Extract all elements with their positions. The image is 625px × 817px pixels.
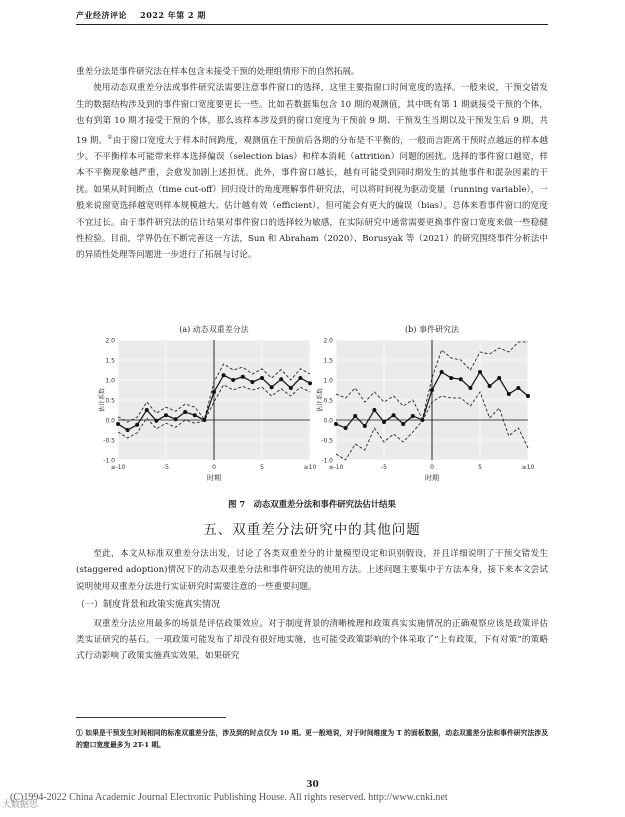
panel-b-x-tick-label: -5 — [381, 464, 387, 471]
panel-b-estimate-point — [401, 422, 405, 426]
panel-b-x-axis-label: 时期 — [425, 474, 439, 482]
panel-a-estimate-point — [174, 417, 178, 421]
panel-b-estimate-point — [334, 422, 338, 426]
panel-b-x-tick-label: ≤-10 — [328, 464, 344, 471]
panel-b-y-tick-label: 0.0 — [323, 417, 333, 425]
panel-a-y-tick-label: -1.0 — [103, 457, 115, 465]
panel-a-x-tick-label: 5 — [260, 464, 264, 471]
header-rule — [76, 24, 548, 25]
subsection-heading: （一）制度背景和政策实施真实情况 — [76, 600, 221, 611]
panel-b-y-tick-label: -1.0 — [321, 457, 333, 465]
panel-a-x-tick-label: 0 — [212, 464, 216, 471]
panel-b-estimate-point — [382, 420, 386, 424]
footnote-marker[interactable]: ① — [107, 133, 113, 141]
footnote: ① 如果是干预发生时间相同的标准双重差分法，涉及到的时点仅为 10 期。更一般地说，对于时间维度为 T 的面板数据，动态双重差分法和事件研究法涉及的窗口宽度最多为 2T-1 期。 — [76, 729, 548, 749]
panel-a-title: (a) 动态双重差分法 — [179, 325, 249, 334]
footnote-rule — [76, 717, 226, 718]
journal-name: 产业经济评论 — [76, 10, 127, 20]
panel-a-estimate-point — [298, 376, 302, 380]
panel-b-y-tick-label: -0.5 — [321, 437, 333, 445]
panel-a-estimate-point — [279, 377, 283, 381]
panel-a-y-tick-label: 0.5 — [105, 397, 115, 405]
panel-b-title: (b) 事件研究法 — [405, 325, 459, 334]
panel-a-y-tick-label: 0.0 — [105, 417, 115, 425]
panel-a-x-tick-label: ≤-10 — [110, 464, 126, 471]
panel-a-estimate-point — [289, 386, 293, 390]
paragraph-2 — [76, 80, 548, 263]
panel-a-y-tick-label: 1.0 — [105, 377, 115, 385]
body-text-top — [76, 64, 548, 264]
panel-b-estimate-point — [488, 384, 492, 388]
panel-a-estimate-point — [241, 375, 245, 379]
panel-b-estimate-point — [372, 408, 376, 412]
panel-a-estimate-point — [231, 378, 235, 382]
panel-b-x-tick-label: ≥10 — [521, 464, 535, 471]
panel-b-estimate-point — [430, 388, 434, 392]
panel-a-estimate-point — [145, 408, 149, 412]
panel-a-estimate-point — [250, 380, 254, 384]
panel-b-estimate-point — [497, 376, 501, 380]
panel-b-estimate-point — [363, 424, 367, 428]
figure-caption: 图 7 动态双重差分法和事件研究法估计结果 — [228, 499, 396, 509]
panel-b-y-tick-label: 1.0 — [323, 377, 333, 385]
body-text-bottom — [76, 546, 548, 665]
panel-b-y-tick-label: 1.5 — [323, 357, 333, 365]
panel-a-estimate-point — [135, 423, 139, 427]
panel-a-y-tick-label: 1.5 — [105, 357, 115, 365]
figure-7-charts — [96, 320, 536, 495]
panel-b-estimate-point — [392, 413, 396, 417]
journal-issue: 2022 年第 2 期 — [140, 10, 206, 20]
panel-b-y-tick-label: 0.5 — [323, 397, 333, 405]
panel-a-estimate-point — [270, 385, 274, 389]
panel-b-estimate-point — [507, 392, 511, 396]
panel-b-x-tick-label: 5 — [478, 464, 482, 471]
copyright-line: (C)1994-2022 China Academic Journal Electronic Publishing House. All rights reserved. http://www.cnki.net — [10, 792, 448, 803]
page-number: 30 — [306, 780, 319, 790]
paragraph-4: 双重差分法应用最多的场景是评估政策效应。对于制度背景的清晰梳理和政策真实实施情况的正确观察应该是政策评估类实证研究的基石。一项政策可能发布了却没有很好地实施，也可能受政策影响的个体采取了“上有政策，下有对策”的策略式行动影响了政策实施真实效果，如果研究 — [76, 618, 548, 662]
panel-b-estimate-point — [353, 414, 357, 418]
panel-b-estimate-point — [459, 377, 463, 381]
panel-b-estimate-point — [516, 386, 520, 390]
panel-a-x-axis-label: 时期 — [207, 474, 221, 482]
panel-b-estimate-point — [344, 426, 348, 430]
panel-b-y-tick-label: 2.0 — [323, 337, 333, 345]
panel-a-y-axis-label: 估计系数 — [99, 387, 106, 413]
panel-a-estimate-point — [222, 373, 226, 377]
panel-a-estimate-point — [193, 413, 197, 417]
panel-b-estimate-point — [478, 370, 482, 374]
watermark: 大数据思 — [2, 800, 39, 810]
panel-a-x-tick-label: ≥10 — [303, 464, 317, 471]
paragraph-3: 至此，本文从标准双重差分法出发，讨论了各类双重差分的计量模型设定和识别假设，并且详细说明了干预交错发生(staggered adoption)情况下的动态双重差分法和事件研究法的使用方法。上述问题主要集中于方法本身，接下来本文尝试说明使用双重差分法进行实证研究时需要注意的一些重要问题。 — [76, 549, 548, 592]
panel-a-estimate-point — [126, 428, 130, 432]
paragraph-2a: 使用动态双重差分法或事件研究法需要注意事件窗口的选择，这里主要指窗口时间宽度的选择。一般来说，干预交错发生的数据结构涉及到的事件窗口宽度要更长一些。比如若数据集包含 10 期的观测值，其中既有第 1 期就接受干预的个体，也有到第 10 期才接受干预的个体，那么该样本涉及到的窗口宽度为干预前 9 期、干预发生当期以及干预发生后 9 期，共 19 期。 — [76, 83, 548, 146]
paragraph-1: 重差分法是事件研究法在样本包含未接受干预的处理组情形下的自然拓展。 — [76, 67, 360, 77]
section-heading: 五、双重差分法研究中的其他问题 — [203, 522, 421, 538]
panel-a-x-tick-label: -5 — [163, 464, 169, 471]
panel-a-estimate-point — [212, 390, 216, 394]
panel-b-estimate-point — [526, 394, 530, 398]
panel-a-estimate-point — [260, 376, 264, 380]
panel-a-estimate-point — [164, 413, 168, 417]
panel-b-estimate-point — [440, 370, 444, 374]
panel-b-x-tick-label: 0 — [430, 464, 434, 471]
panel-a-estimate-point — [308, 381, 312, 385]
panel-a-y-tick-label: -0.5 — [103, 437, 115, 445]
panel-a-estimate-point — [183, 410, 187, 414]
panel-a-y-tick-label: 2.0 — [105, 337, 115, 345]
panel-a-estimate-point — [154, 419, 158, 423]
panel-b-estimate-point — [449, 376, 453, 380]
panel-b-estimate-point — [411, 414, 415, 418]
running-header — [76, 10, 546, 21]
figure-7 — [96, 320, 536, 515]
panel-b-y-axis-label: 估计系数 — [317, 387, 324, 413]
paragraph-2b: 由于窗口宽度大于样本时间跨度，观测值在干预前后各期的分布是不平衡的，一般而言距离干预时点越远的样本越少。不平衡样本可能带来样本选择偏误（selection bias）和样本消耗（attrition）问题的困扰。选择的事件窗口越宽，样本不平衡现象越严重，会愈发加剧上述担忧。此外，事件窗口越长，越有可能受到同时期发生的其他事件和混杂因素的干扰。如果从时间断点（time cut-off）回归设计的角度理解事件研究法，可以将时间视为驱动变量（running variable），一般来说窗宽选择越宽则样本规模越大、估计越有效（efficient），但可能会有更大的偏误（bias）。总体来看事件窗口的宽度不宜过长。由于事件研究法的估计结果对事件窗口的选择较为敏感，在实际研究中通常需要更换事件窗口宽度来做一些稳健性检验。目前，学界仍在不断完善这一方法，Sun 和 Abraham（2020）、Borusyak 等（2021）的研究围绕事件分析法中的异质性处理等问题进一步进行了拓展与讨论。 — [76, 135, 548, 261]
panel-a-estimate-point — [116, 422, 120, 426]
panel-b-estimate-point — [468, 386, 472, 390]
